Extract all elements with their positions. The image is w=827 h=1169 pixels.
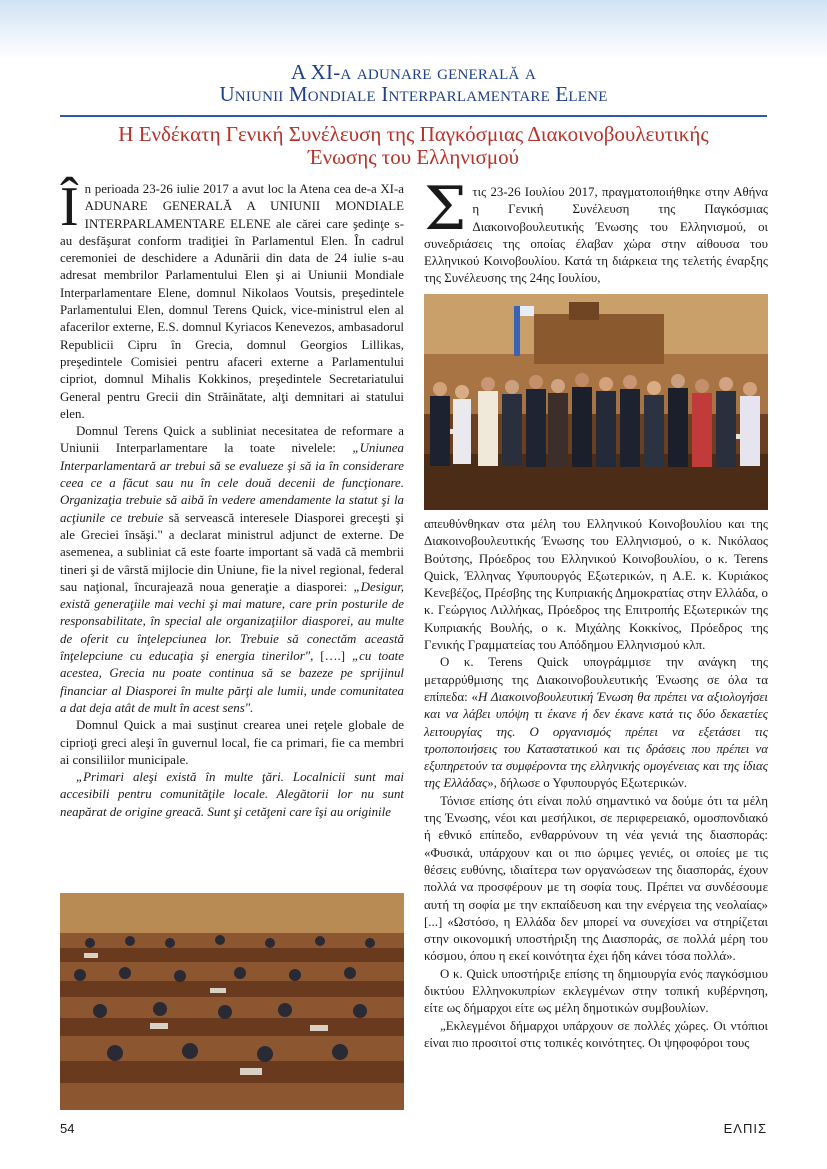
romanian-title (60, 61, 767, 105)
greek-paragraph-2: Ο κ. Terens Quick υπογράμμισε την ανάγκη της μεταρρύθμισης της Διακοινοβουλευτικής Ένωσης σε όλα τα επίπεδα: «Η Διακοινοβουλευτική Ένωση θα πρέπει να αξιολογήσει και να λάβει υπόψη τι έκανε ή δεν έκανε κατά τις δύο δεκαετίες λειτουργίας της. Ο οργανισμός πρέπει να εξετάσει τις τροποποιήσεις του Καταστατικού και τις δράσεις που πρέπει να εξυπηρετούν τα συμφέροντα της ελληνικής ομογένειας και της ίδιας της Ελλάδας», δήλωσε ο Υφυπουργός Εξωτερικών. (424, 655, 768, 791)
greek-article-column-bottom (424, 516, 768, 1052)
parliament-hall-photo (60, 893, 404, 1110)
greek-paragraph-1: Στις 23-26 Ιουλίου 2017, πραγματοποιήθηκε στην Αθήνα η Γενική Συνέλευση της Παγκόσμιας Διακοινοβουλευτικής Ένωσης του Ελληνισμού, οι συνεδριάσεις της οποίας έλαβαν χώρα στην αίθουσα του Ελληνικού Κοινοβουλίου. Κατά τη διάρκεια της τελετής έναρξης της Συνέλευσης της 24ης Ιουλίου, (424, 174, 768, 286)
romanian-paragraph-3: Domnul Quick a mai susţinut crearea unei reţele globale de ciprioţi greci aleşi în guvernul local, fie ca primari, fie ca membri ai consiliilor municipale. (60, 718, 404, 767)
header-gradient (0, 0, 827, 60)
delegates-group-photo (424, 294, 768, 510)
romanian-paragraph-2: Domnul Terens Quick a subliniat necesitatea de reformare a Uniunii Interparlamentare la toate nivelele: „Uniunea Interparlamentară ar trebui să se evalueze şi să ia în considerare ceea ce a făcut sau nu în cele două decenii de funcţionare. Organizaţia trebuie să aibă în vedere amendamente la statut şi la acţiunile ce trebuie să servească interesele Diasporei greceşti şi ale Greciei însăşi." a declarat ministrul adjunct de externe. De asemenea, a subliniat că este foarte important să vadă că membrii tineri şi de vârstă mijlocie din Uniune, fie la nivel regional, federal sau naţional, încurajează noua generaţie a diasporei: „Desigur, există generaţiile mai vechi şi mai mature, care prin posturile de responsabilitate, în special ale organizaţiilor diasporei, au multe de oferit cu înţelepciunea lor. Trebuie să conectăm această înţelepciune cu educaţia şi energia tinerilor", [….] „cu toate acestea, Grecia nu poate continua să se bazeze pe sprijinul financiar al Diasporei în multe părţi ale lumii, unde comunitatea a dat deja atât de mult în acest sens". (60, 424, 404, 715)
greek-paragraph-1-continued: απευθύνθηκαν στα μέλη του Ελληνικού Κοινοβουλίου και της Διακοινοβουλευτικής Ένωσης του Ελληνισμού, ο κ. Νικόλαος Βούτσης, Πρόεδρος του Ελληνικού Κοινοβουλίου, ο κ. Terens Quick, Έλληνας Υφυπουργός Εξωτερικών, η Α.Ε. κ. Κυριάκος Κενεβέζος, Πρέσβης της Κυπριακής Δημοκρατίας στην Ελλάδα, ο κ. Γεώργιος Λιλλήκας, Πρόεδρος της Επιτροπής Εξωτερικών της Κυπριακής Βουλής, ο κ. Μιχάλης Κοκκίνος, Πρόεδρος της Γενικής Γραμματείας του Απόδημου Ελληνισμού κλπ. (424, 517, 768, 653)
greek-paragraph-5: „Εκλεγμένοι δήμαρχοι υπάρχουν σε πολλές χώρες. Οι ντόπιοι είναι πιο προσιτοί στις τοπικές κοινότητες. Οι ψηφοφόροι τους (424, 1018, 768, 1050)
title-divider (60, 115, 767, 117)
greek-article-column-top (424, 174, 768, 288)
greek-paragraph-3: Τόνισε επίσης ότι είναι πολύ σημαντικό να δούμε ότι τα μέλη της Ένωσης, νέοι και μεσήλικοι, σε περιφερειακό, ομοσπονδιακό ή εθνικό επίπεδο, ενθαρρύνουν τη νέα γενιά της διασποράς: «Φυσικά, υπάρχουν και οι πιο ώριμες γενιές, οι οποίες με τις θέσεις ευθύνης, ιδιαίτερα των οργανώσεων της διασποράς, έχουν πολλά να προσφέρουν με τη σοφία τους. Πρέπει να συνδέσουμε αυτή τη σοφία με την εκπαίδευση και την ενέργεια της νεολαίας» [...] «Ωστόσο, η Ελλάδα δεν μπορεί να συνεχίσει να στηρίζεται στην οικονομική υποστήριξη της Διασποράς, σε πολλά μέρη του κόσμου, όπου η εκεί κοινότητα έχει ήδη κάνει τόσα πολλά». (424, 793, 768, 964)
romanian-title-line1: A XI-a adunare generală a (291, 60, 536, 84)
drop-cap: Î (60, 176, 79, 238)
greek-title-line1: Η Ενδέκατη Γενική Συνέλευση της Παγκόσμιας Διακοινοβουλευτικής (118, 122, 709, 146)
greek-title-line2: Ένωσης του Ελληνισμού (308, 145, 519, 169)
drop-cap: Σ (424, 174, 467, 244)
hall-photo-illustration (60, 893, 404, 1110)
greek-title (60, 123, 767, 169)
page-number: 54 (60, 1121, 75, 1136)
greek-paragraph-4: Ο κ. Quick υποστήριξε επίσης τη δημιουργία ενός παγκόσμιου δικτύου Ελληνοκυπρίων εκλεγμένων στην τοπική κυβέρνηση, είτε ως δήμαρχοι είτε ως μέλη δημοτικών συμβουλίων. (424, 966, 768, 1016)
romanian-paragraph-4: „Primari aleşi există în multe ţări. Localnicii sunt mai accesibili pentru comunităţile locale. Alegătorii lor nu sunt neapărat de origine greacă. Sunt şi cetăţeni care îşi au originile (60, 770, 404, 819)
romanian-paragraph-1: În perioada 23-26 iulie 2017 a avut loc la Atena cea de-a XI-a ADUNARE GENERALĂ A UNIUNII MONDIALE INTERPARLAMENTARE ELENE ale cărei care şedinţe s-au desfăşurat conform tradiţiei în Parlamentul Elen. În cadrul ceremoniei de deschidere a Adunării din data de 24 iulie s-au adresat membrilor Parlamentului Elen şi ai Uniunii Mondiale Interparlamentare Elene, domnul Nikolaos Voutsis, preşedintele Parlamentului Elen, domnul Terens Quick, vice-ministrul elen al afacerilor externe, E.S. domnul Kyriacos Kenevezos, ambasadorul Republicii Cipru în Grecia, domnul Georgios Lillikas, preşedintele Comisiei pentru afaceri externe a Parlamentului cipriot, domnul Mihalis Kokkinos, preşedintele Secretariatului General pentru Grecii din Străinătate, alţi demnitari ai statului elen. (60, 176, 404, 421)
magazine-name: ΕΛΠΙΣ (723, 1121, 767, 1136)
delegates-photo-illustration (424, 294, 768, 510)
romanian-title-line2: Uniunii Mondiale Interparlamentare Elene (219, 82, 608, 106)
romanian-article-column (60, 176, 404, 821)
